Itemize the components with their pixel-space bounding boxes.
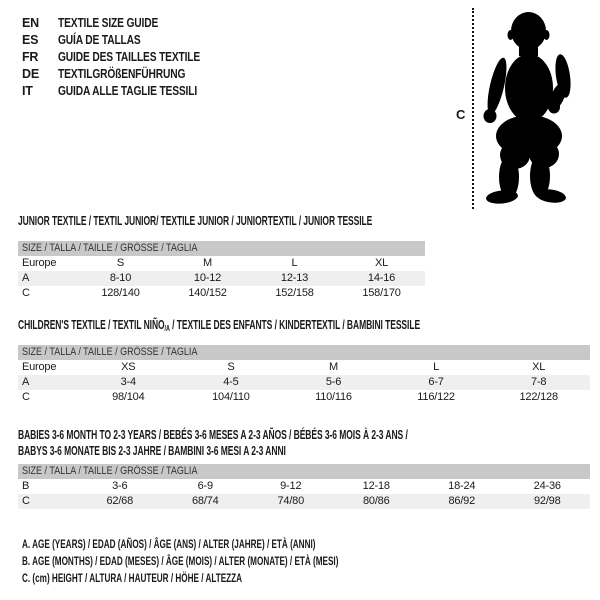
size-cell: 152/158 xyxy=(275,287,314,299)
language-row-es xyxy=(22,32,231,49)
language-row-fr xyxy=(22,49,231,66)
language-label: GUÍA DE TALLAS xyxy=(58,33,141,47)
row-label: A xyxy=(22,272,30,284)
size-cell: 74/80 xyxy=(277,495,305,507)
note-c: C. (cm) HEIGHT / ALTURA / HAUTEUR / HÖHE / ALTEZZA xyxy=(22,571,243,585)
size-cell: 92/98 xyxy=(533,495,561,507)
babies-table-title: BABIES 3-6 MONTH TO 2-3 YEARS / BEBÉS 3-6 MESES A 2-3 AÑOS / BÉBÉS 3-6 MOIS À 2-3 ANS / BABYS 3-6 MONATE BIS 2-3 JAHRE / BAMBINI 3-6 MESI A 2-3 ANNI xyxy=(18,428,408,458)
size-cell: S xyxy=(116,257,125,269)
height-measure-label: C xyxy=(456,107,466,122)
baby-figure xyxy=(450,6,598,212)
size-cell: 3-6 xyxy=(112,480,128,492)
table-row xyxy=(18,256,425,271)
table-row xyxy=(18,271,425,286)
legend-notes xyxy=(22,536,487,587)
row-label: Europe xyxy=(22,361,57,373)
size-cell: 12-13 xyxy=(280,272,309,284)
junior-table-section xyxy=(18,215,425,301)
size-cell: 6-7 xyxy=(428,376,444,388)
size-cell: 140/152 xyxy=(188,287,227,299)
size-cell: L xyxy=(291,257,298,269)
size-cell: 12-18 xyxy=(362,480,390,492)
row-label: Europe xyxy=(22,257,57,269)
language-label: GUIDA ALLE TAGLIE TESSILI xyxy=(58,84,198,98)
row-label: B xyxy=(22,480,30,492)
table-row xyxy=(18,360,590,375)
size-cell: 18-24 xyxy=(448,480,476,492)
size-header-bar: SIZE / TALLA / TAILLE / GRÖSSE / TAGLIA xyxy=(18,345,590,360)
size-cell: 104/110 xyxy=(212,391,250,403)
size-cell: 116/122 xyxy=(417,391,455,403)
size-cell: XL xyxy=(532,361,546,373)
language-code: DE xyxy=(22,67,39,81)
size-cell: 86/92 xyxy=(448,495,476,507)
babies-size-table xyxy=(18,479,590,509)
babies-table-section xyxy=(18,427,590,509)
junior-table-title: JUNIOR TEXTILE / TEXTIL JUNIOR/ TEXTILE JUNIOR / JUNIORTEXTIL / JUNIOR TESSILE xyxy=(18,214,373,228)
language-label: TEXTILE SIZE GUIDE xyxy=(58,16,159,30)
size-cell: 10-12 xyxy=(193,272,222,284)
size-cell: 128/140 xyxy=(101,287,140,299)
size-cell: 4-5 xyxy=(223,376,239,388)
size-cell: 3-4 xyxy=(120,376,136,388)
size-cell: 6-9 xyxy=(197,480,213,492)
height-dotted-line-icon xyxy=(472,8,474,209)
size-cell: 80/86 xyxy=(362,495,390,507)
size-cell: 98/104 xyxy=(112,391,145,403)
size-cell: 68/74 xyxy=(191,495,219,507)
size-cell: 122/128 xyxy=(519,391,558,403)
nino-a-subscript: /A xyxy=(164,324,170,333)
size-cell: 24-36 xyxy=(533,480,561,492)
size-header-bar: SIZE / TALLA / TAILLE / GRÖSSE / TAGLIA xyxy=(18,464,590,479)
size-cell: 9-12 xyxy=(280,480,302,492)
size-cell: XS xyxy=(121,361,136,373)
language-code: FR xyxy=(22,50,39,64)
table-row xyxy=(18,390,590,405)
row-label: C xyxy=(22,495,30,507)
size-cell: 110/116 xyxy=(315,391,352,403)
language-code: ES xyxy=(22,33,39,47)
language-label: TEXTILGRÖßENFÜHRUNG xyxy=(58,67,186,81)
size-cell: 8-10 xyxy=(109,272,132,284)
language-code: IT xyxy=(22,84,33,98)
language-row-it xyxy=(22,83,231,100)
table-row xyxy=(18,479,590,494)
language-code: EN xyxy=(22,16,39,30)
size-cell: L xyxy=(433,361,440,373)
size-cell: 14-16 xyxy=(367,272,396,284)
size-cell: 7-8 xyxy=(531,376,547,388)
table-row xyxy=(18,286,425,301)
language-row-de xyxy=(22,66,231,83)
row-label: A xyxy=(22,376,30,388)
note-b: B. AGE (MONTHS) / EDAD (MESES) / ÂGE (MOIS) / ALTER (MONATE) / ETÀ (MESI) xyxy=(22,554,339,568)
table-row xyxy=(18,494,590,509)
size-cell: 5-6 xyxy=(325,376,342,388)
language-row-en xyxy=(22,15,231,32)
baby-silhouette-icon xyxy=(481,8,577,206)
size-cell: M xyxy=(329,361,338,373)
size-cell: 158/170 xyxy=(362,287,401,299)
note-a: A. AGE (YEARS) / EDAD (AÑOS) / ÂGE (ANS) / ALTER (JAHRE) / ETÀ (ANNI) xyxy=(22,537,316,551)
children-table-section xyxy=(18,319,590,405)
size-header-bar: SIZE / TALLA / TAILLE / GRÖSSE / TAGLIA xyxy=(18,241,425,256)
junior-size-table xyxy=(18,256,425,301)
size-cell: XL xyxy=(374,257,389,269)
row-label: C xyxy=(22,287,30,299)
size-cell: S xyxy=(227,361,235,373)
language-list xyxy=(22,15,231,100)
size-cell: M xyxy=(203,257,212,269)
language-label: GUIDE DES TAILLES TEXTILE xyxy=(58,50,201,64)
children-table-title: CHILDREN'S TEXTILE / TEXTIL $NIÑO_{/A}$ / TEXTILE DES ENFANTS / KINDERTEXTIL / BAMBINI TESSILE xyxy=(18,318,421,333)
size-cell: 62/68 xyxy=(106,495,134,507)
table-row xyxy=(18,375,590,390)
row-label: C xyxy=(22,391,30,403)
children-size-table xyxy=(18,360,590,405)
